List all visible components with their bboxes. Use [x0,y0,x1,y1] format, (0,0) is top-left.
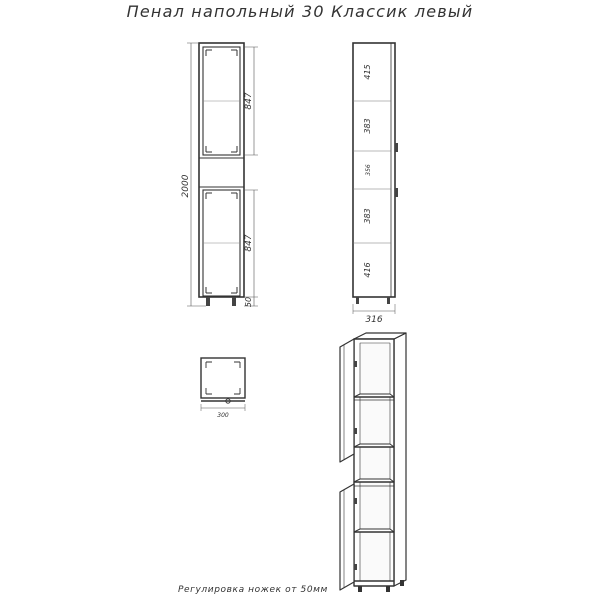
door-bottom-handle-2 [354,564,357,570]
side-body-outline [353,43,395,297]
dim-shelf-2: 383 [363,118,372,134]
door-top-handle-2 [354,428,357,434]
door-bottom-handle-1 [354,498,357,504]
top-view [201,358,245,411]
open-door-top [340,339,354,462]
drawing-title: Пенал напольный 30 Классик левый [126,2,474,21]
cabinet-leg-3 [400,580,404,586]
side-handle-top [395,143,398,152]
legs-adjustment-note: Регулировка ножек от 50мм [178,585,328,595]
open-cabinet-3d [340,333,406,592]
front-view [187,43,258,306]
dim-legs: 50 [244,296,253,308]
dim-shelf-3: 383 [363,208,372,224]
side-leg-left [356,297,359,304]
front-leg-right [232,297,236,306]
side-leg-right [387,297,390,304]
dim-shelf-4: 416 [363,262,372,278]
dim-depth: 316 [365,315,383,325]
dim-width: 300 [217,412,229,419]
door-top-handle-1 [354,361,357,367]
dim-door-top: 847 [244,92,254,110]
top-body-outline [201,358,245,398]
open-door-bottom [340,484,354,590]
dim-door-bottom: 847 [244,234,254,252]
side-handle-bottom [395,188,398,197]
dim-shelf-1: 415 [363,64,372,80]
dim-total-height: 2000 [181,174,191,198]
front-leg-left [206,297,210,306]
cabinet-leg-2 [386,586,390,592]
dim-shelf-mid: 356 [365,164,372,176]
front-body-outline [199,43,244,297]
side-view [353,43,398,314]
cabinet-side-panel [394,333,406,586]
cabinet-leg-1 [358,586,362,592]
